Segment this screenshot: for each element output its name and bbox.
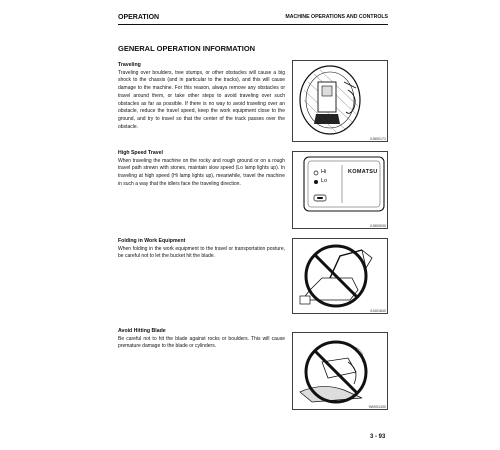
traveling-figure-code: 0J800171 xyxy=(370,137,386,141)
traveling-heading: Traveling xyxy=(118,62,141,68)
avoid-blade-figure-code: 9W001430 xyxy=(368,405,386,409)
avoid-blade-section xyxy=(118,328,285,351)
avoid-blade-figure xyxy=(292,332,388,410)
hi-lamp-label: Hi xyxy=(321,169,327,175)
folding-section xyxy=(118,238,285,261)
monitor-panel-illustration xyxy=(292,151,388,229)
folding-figure xyxy=(292,238,388,314)
folding-text: When folding in the work equipment to the travel or transportation posture, be careful not to let the bucket hit the blade. xyxy=(118,245,285,260)
folding-figure-code: 0J401840 xyxy=(370,309,386,313)
section-title: GENERAL OPERATION INFORMATION xyxy=(118,44,256,53)
high-speed-figure xyxy=(292,151,388,229)
page-header xyxy=(118,14,388,26)
traveling-figure xyxy=(292,60,388,142)
high-speed-text: When traveling the machine on the rocky and rough ground or on a rough travel path strewn with stones, maintain slow speed (Lo lamp lights up). In traveling at high speed (Hi lamp lights up), meanwhile, travel the machine in such a way that the idlers face the traveling direction. xyxy=(118,157,285,187)
avoid-blade-heading: Avoid Hitting Blade xyxy=(118,328,166,334)
avoid-blade-text: Be careful not to hit the blade against rocks or boulders. This will cause premature damage to the blade or cylinders. xyxy=(118,335,285,350)
traveling-section xyxy=(118,62,285,132)
traveling-text: Traveling over boulders, tree stumps, or other obstacles will cause a big shock to the chassis (and in particular to the tracks), and this will cause damage to the machine. For this reason, always remove any obstacles or travel around them, or take other steps to avoid traveling over such obstacles as far as possible. If there is no way to avoid traveling over an obstacle, reduce the travel speed, keep the work equipment close to the ground, and try to travel so that the center of the track passes over the obstacle. xyxy=(118,69,285,131)
high-speed-section xyxy=(118,150,285,189)
brand-logo: KOMATSU xyxy=(348,169,378,175)
header-chapter: OPERATION xyxy=(118,14,160,21)
folding-heading: Folding in Work Equipment xyxy=(118,238,186,244)
track-over-obstacle-illustration xyxy=(292,60,388,142)
bucket-hitting-blade-prohibited-illustration xyxy=(292,238,388,314)
high-speed-heading: High Speed Travel xyxy=(118,150,163,156)
high-speed-figure-code: 0J800530 xyxy=(370,224,386,228)
header-section: MACHINE OPERATIONS AND CONTROLS xyxy=(285,14,388,20)
header-rule xyxy=(118,24,388,25)
lo-lamp-label: Lo xyxy=(321,178,328,184)
page-number: 3 - 93 xyxy=(370,434,386,440)
blade-hitting-rock-prohibited-illustration xyxy=(292,332,388,410)
